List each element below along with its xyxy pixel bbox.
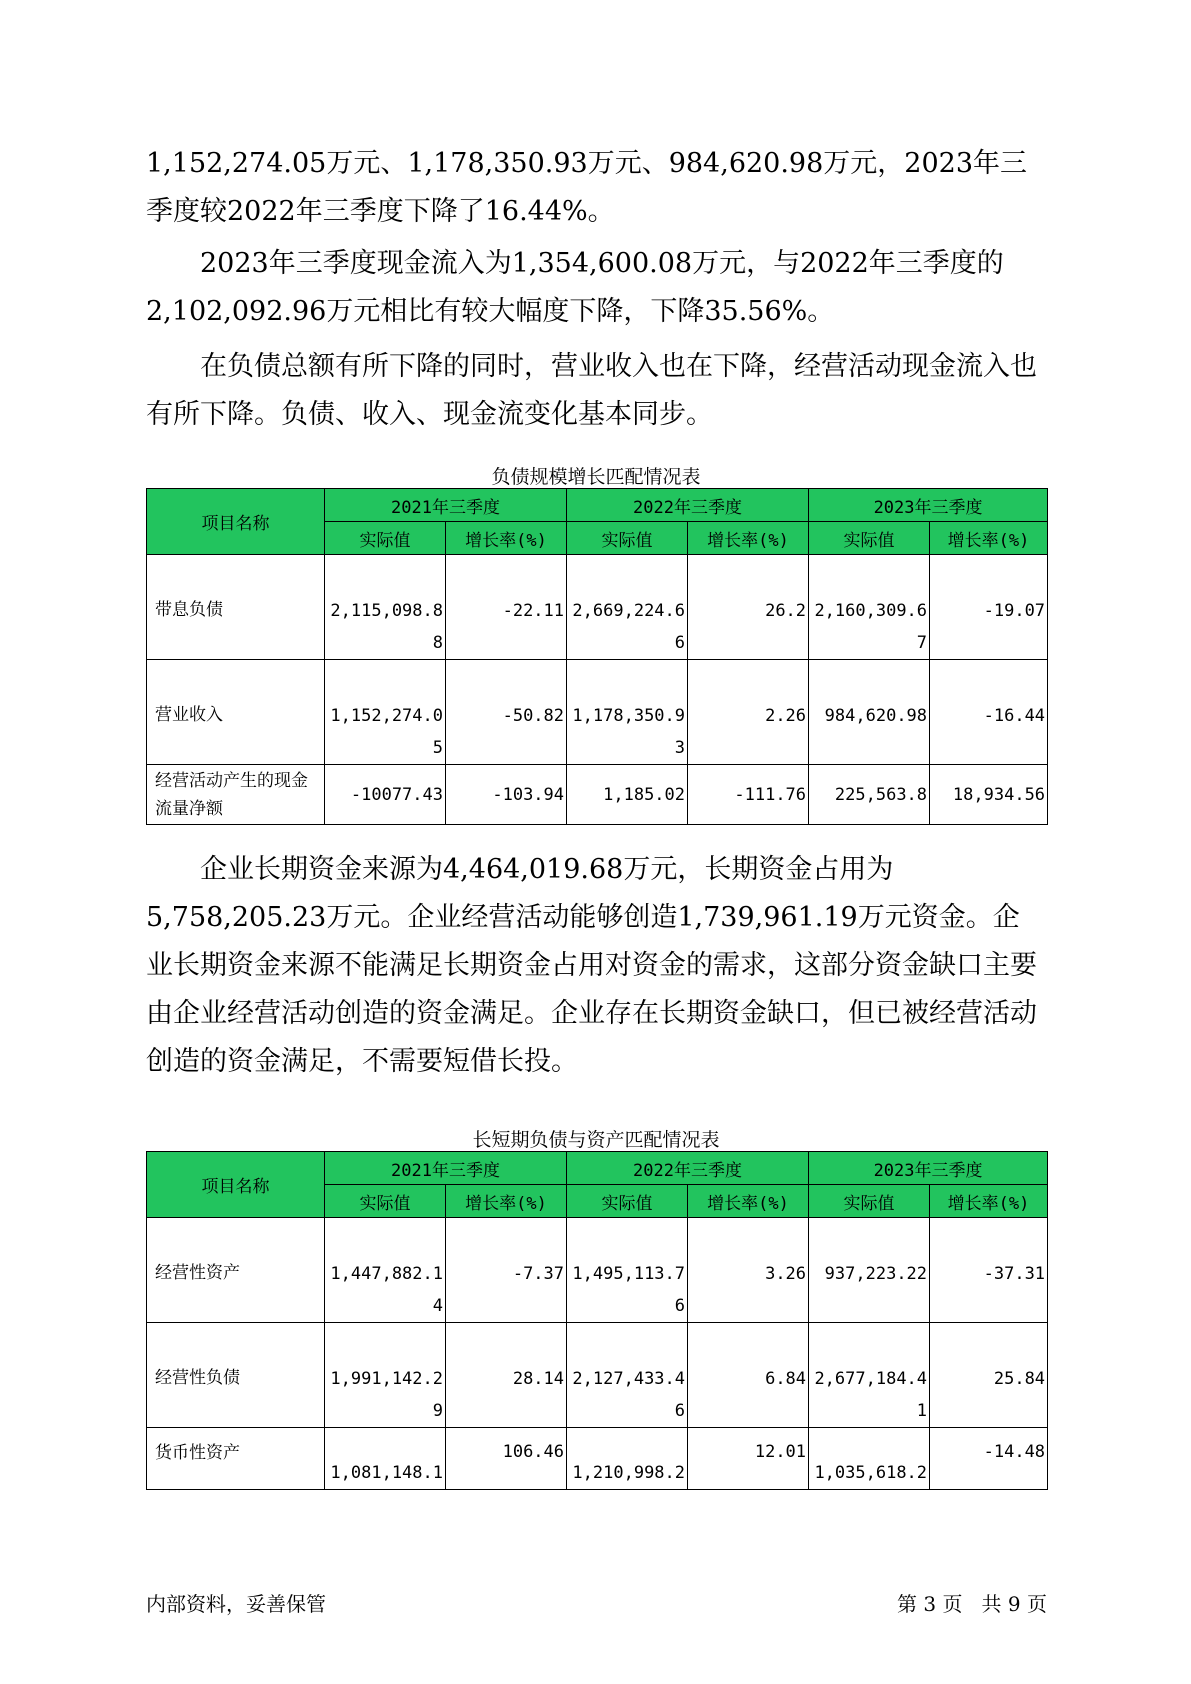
sub-growth: 增长率(%) xyxy=(930,522,1048,555)
table-cell: 1,991,142.29 xyxy=(325,1323,446,1428)
sub-growth: 增长率(%) xyxy=(446,1185,567,1218)
table-cell: 1,152,274.05 xyxy=(325,660,446,765)
sub-growth: 增长率(%) xyxy=(688,1185,809,1218)
row-label: 营业收入 xyxy=(147,660,325,765)
table-cell: 12.01 xyxy=(688,1428,809,1490)
table-cell: 18,934.56 xyxy=(930,765,1048,825)
table1-caption: 负债规模增长匹配情况表 xyxy=(491,466,701,488)
table-cell: -103.94 xyxy=(446,765,567,825)
table-cell: -19.07 xyxy=(930,555,1048,660)
table-cell: 2,677,184.41 xyxy=(809,1323,930,1428)
table-cell: 2.26 xyxy=(688,660,809,765)
table-row xyxy=(147,765,1048,825)
table-cell: 26.2 xyxy=(688,555,809,660)
table-row xyxy=(147,1323,1048,1428)
sub-actual: 实际值 xyxy=(567,522,688,555)
table-cell: 2,160,309.67 xyxy=(809,555,930,660)
sub-actual: 实际值 xyxy=(809,522,930,555)
table-cell: -10077.43 xyxy=(325,765,446,825)
table-cell: -22.11 xyxy=(446,555,567,660)
paragraph-4: 企业长期资金来源为4,464,019.68万元，长期资金占用为5,758,205.23万元。企业经营活动能够创造1,739,961.19万元资金。企业长期资金来源不能满足长期资金占用对资金的需求，这部分资金缺口主要由企业经营活动创造的资金满足。企业存在长期资金缺口，但已被经营活动创造的资金满足，不需要短借长投。 xyxy=(146,854,1037,1077)
table-cell: 25.84 xyxy=(930,1323,1048,1428)
sub-growth: 增长率(%) xyxy=(688,522,809,555)
table-cell: 2,127,433.46 xyxy=(567,1323,688,1428)
table-cell: 1,447,882.14 xyxy=(325,1218,446,1323)
row-label: 带息负债 xyxy=(147,555,325,660)
table-cell: 937,223.22 xyxy=(809,1218,930,1323)
paragraph-3: 在负债总额有所下降的同时，营业收入也在下降，经营活动现金流入也有所下降。负债、收入、现金流变化基本同步。 xyxy=(146,351,1037,430)
period-2022: 2022年三季度 xyxy=(567,1152,809,1185)
period-2021: 2021年三季度 xyxy=(325,489,567,522)
sub-actual: 实际值 xyxy=(325,522,446,555)
table-cell: 1,185.02 xyxy=(567,765,688,825)
sub-actual: 实际值 xyxy=(567,1185,688,1218)
table-cell: 984,620.98 xyxy=(809,660,930,765)
table-cell: 2,669,224.66 xyxy=(567,555,688,660)
table-cell: 28.14 xyxy=(446,1323,567,1428)
sub-growth: 增长率(%) xyxy=(930,1185,1048,1218)
table-row xyxy=(147,555,1048,660)
period-2021: 2021年三季度 xyxy=(325,1152,567,1185)
sub-actual: 实际值 xyxy=(809,1185,930,1218)
table-cell: 106.46 xyxy=(446,1428,567,1490)
table-row xyxy=(147,1218,1048,1323)
period-2022: 2022年三季度 xyxy=(567,489,809,522)
paragraph-2: 2023年三季度现金流入为1,354,600.08万元，与2022年三季度的2,102,092.96万元相比有较大幅度下降，下降35.56%。 xyxy=(146,248,1004,327)
table-row xyxy=(147,1428,1048,1490)
sub-actual: 实际值 xyxy=(325,1185,446,1218)
table-cell: 1,210,998.2 xyxy=(567,1428,688,1490)
table-cell: 2,115,098.88 xyxy=(325,555,446,660)
table-row xyxy=(147,660,1048,765)
table-cell: 1,495,113.76 xyxy=(567,1218,688,1323)
period-2023: 2023年三季度 xyxy=(809,1152,1048,1185)
table-cell: 1,081,148.1 xyxy=(325,1428,446,1490)
row-label: 经营活动产生的现金流量净额 xyxy=(147,765,325,825)
table-cell: -37.31 xyxy=(930,1218,1048,1323)
table2-caption: 长短期负债与资产匹配情况表 xyxy=(472,1129,720,1151)
sub-growth: 增长率(%) xyxy=(446,522,567,555)
paragraph-1: 1,152,274.05万元、1,178,350.93万元、984,620.98万元，2023年三季度较2022年三季度下降了16.44%。 xyxy=(146,148,1028,227)
table-cell: -50.82 xyxy=(446,660,567,765)
table-cell: -7.37 xyxy=(446,1218,567,1323)
table-cell: 225,563.8 xyxy=(809,765,930,825)
table-cell: 3.26 xyxy=(688,1218,809,1323)
table-cell: 1,178,350.93 xyxy=(567,660,688,765)
row-label: 货币性资产 xyxy=(147,1428,325,1490)
table-cell: -14.48 xyxy=(930,1428,1048,1490)
debt-growth-table xyxy=(146,488,1048,825)
table-cell: -16.44 xyxy=(930,660,1048,765)
footer-page-number: 第 3 页 共 9 页 xyxy=(897,1592,1047,1616)
row-label: 经营性资产 xyxy=(147,1218,325,1323)
col-item-name: 项目名称 xyxy=(147,489,325,555)
table-cell: 1,035,618.2 xyxy=(809,1428,930,1490)
table-cell: -111.76 xyxy=(688,765,809,825)
row-label: 经营性负债 xyxy=(147,1323,325,1428)
footer-confidential: 内部资料，妥善保管 xyxy=(146,1592,326,1616)
period-2023: 2023年三季度 xyxy=(809,489,1048,522)
table-cell: 6.84 xyxy=(688,1323,809,1428)
col-item-name: 项目名称 xyxy=(147,1152,325,1218)
liability-asset-table xyxy=(146,1151,1048,1490)
